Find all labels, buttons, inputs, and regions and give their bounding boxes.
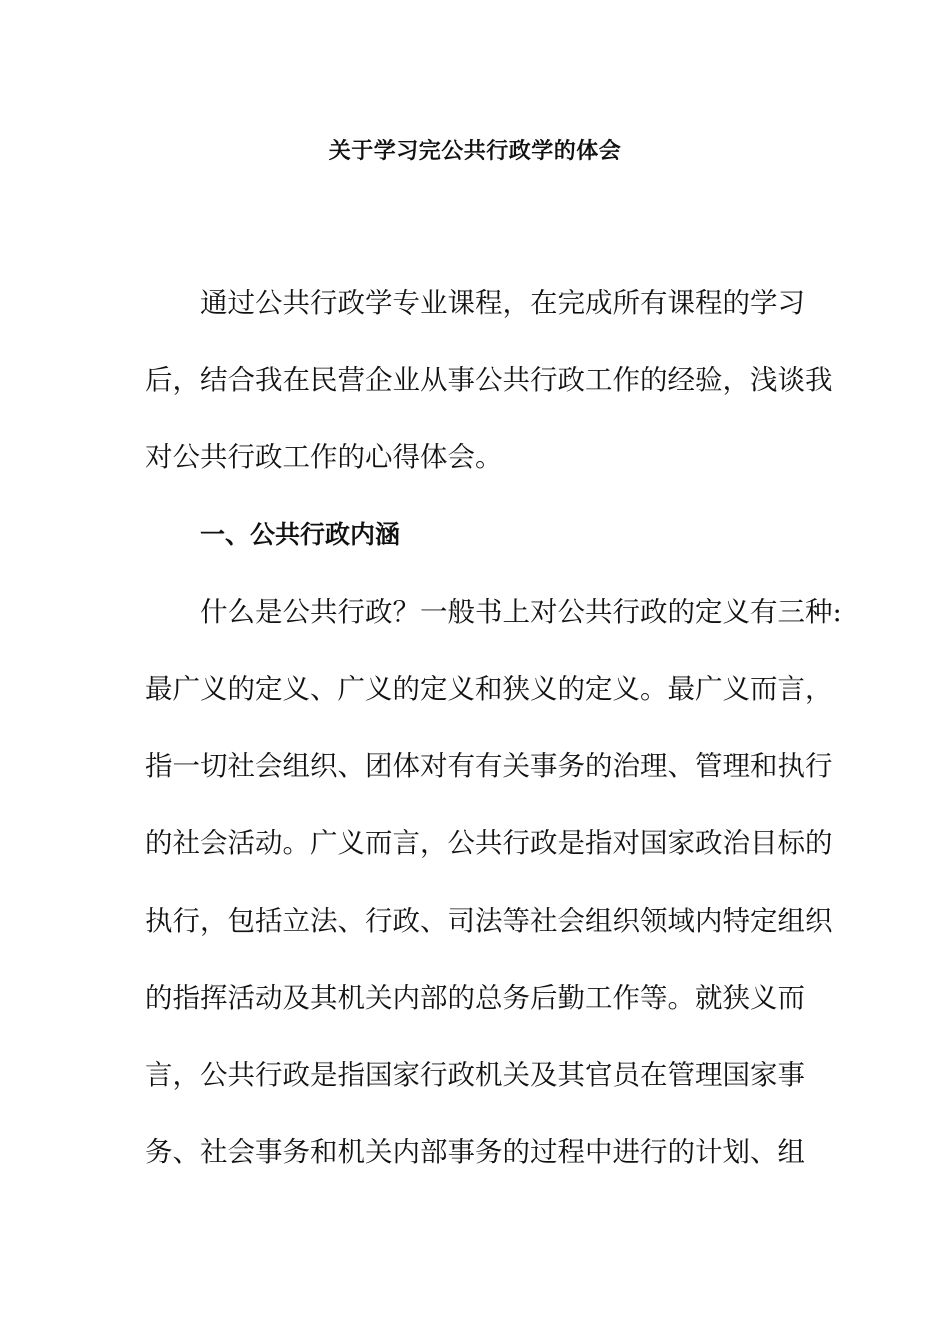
paragraph-line: 指一切社会组织、团体对有有关事务的治理、管理和执行 [145, 750, 833, 783]
paragraph-line: 执行，包括立法、行政、司法等社会组织领域内特定组织 [145, 904, 833, 937]
paragraph-line: 通过公共行政学专业课程，在完成所有课程的学习 [200, 287, 805, 319]
paragraph-line: 言，公共行政是指国家行政机关及其官员在管理国家事 [145, 1058, 805, 1091]
paragraph-line: 最广义的定义、广义的定义和狭义的定义。最广义而言， [145, 672, 833, 705]
paragraph-line: 后，结合我在民营企业从事公共行政工作的经验，浅谈我 [145, 364, 833, 397]
paragraph-line: 什么是公共行政？一般书上对公共行政的定义有三种: [200, 595, 842, 628]
document-body [145, 283, 842, 1209]
document-title: 关于学习完公共行政学的体会 [328, 139, 622, 164]
paragraph-line: 务、社会事务和机关内部事务的过程中进行的计划、组 [145, 1136, 805, 1169]
paragraph-line: 的社会活动。广义而言，公共行政是指对国家政治目标的 [145, 827, 833, 860]
paragraph-line: 对公共行政工作的心得体会。 [145, 441, 503, 474]
section-heading: 一、公共行政内涵 [200, 519, 401, 549]
paragraph-line: 的指挥活动及其机关内部的总务后勤工作等。就狭义而 [145, 981, 805, 1014]
